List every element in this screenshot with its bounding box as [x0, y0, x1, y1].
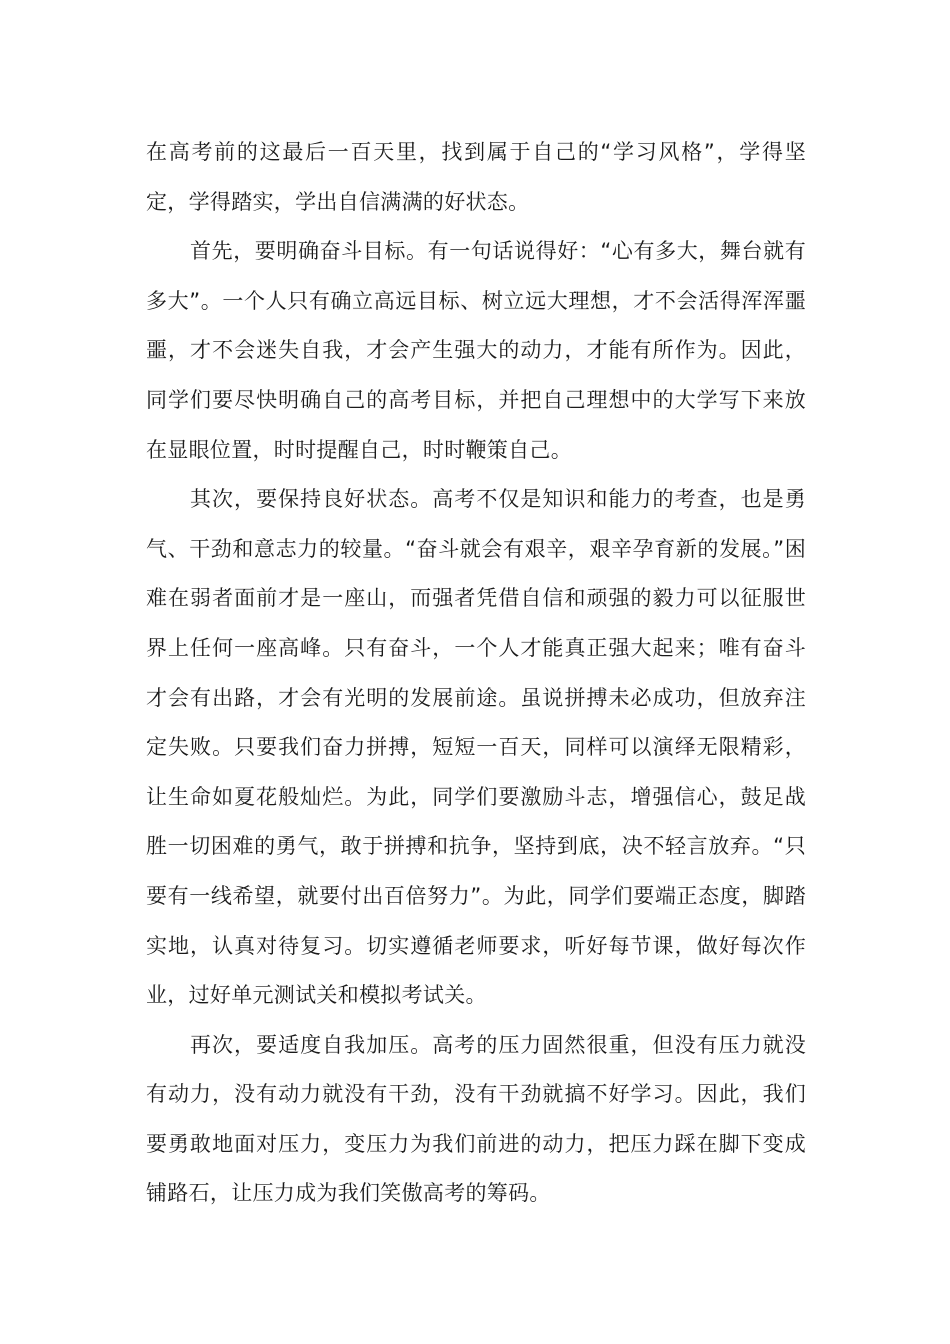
- paragraph-continuation: 在高考前的这最后一百天里，找到属于自己的“学习风格”，学得坚定，学得踏实，学出自信满满的好状态。: [146, 140, 806, 214]
- document-body: [146, 128, 806, 1219]
- paragraph-goal: 首先，要明确奋斗目标。有一句话说得好：“心有多大，舞台就有多大”。一个人只有确立高远目标、树立远大理想，才不会活得浑浑噩噩，才不会迷失自我，才会产生强大的动力，才能有所作为。因此，同学们要尽快明确自己的高考目标，并把自己理想中的大学写下来放在显眼位置，时时提醒自己，时时鞭策自己。: [146, 239, 806, 462]
- paragraph-pressure: 再次，要适度自我加压。高考的压力固然很重，但没有压力就没有动力，没有动力就没有干劲，没有干劲就搞不好学习。因此，我们要勇敢地面对压力，变压力为我们前进的动力，把压力踩在脚下变成铺路石，让压力成为我们笑傲高考的筹码。: [146, 1032, 806, 1206]
- paragraph-state: 其次，要保持良好状态。高考不仅是知识和能力的考查，也是勇气、干劲和意志力的较量。“奋斗就会有艰辛，艰辛孕育新的发展。”困难在弱者面前才是一座山，而强者凭借自信和顽强的毅力可以征服世界上任何一座高峰。只有奋斗，一个人才能真正强大起来；唯有奋斗才会有出路，才会有光明的发展前途。虽说拼搏未必成功，但放弃注定失败。只要我们奋力拼搏，短短一百天，同样可以演绎无限精彩，让生命如夏花般灿烂。为此，同学们要激励斗志，增强信心，鼓足战胜一切困难的勇气，敢于拼搏和抗争，坚持到底，决不轻言放弃。“只要有一线希望，就要付出百倍努力”。为此，同学们要端正态度，脚踏实地，认真对待复习。切实遵循老师要求，听好每节课，做好每次作业，过好单元测试关和模拟考试关。: [146, 487, 806, 1008]
